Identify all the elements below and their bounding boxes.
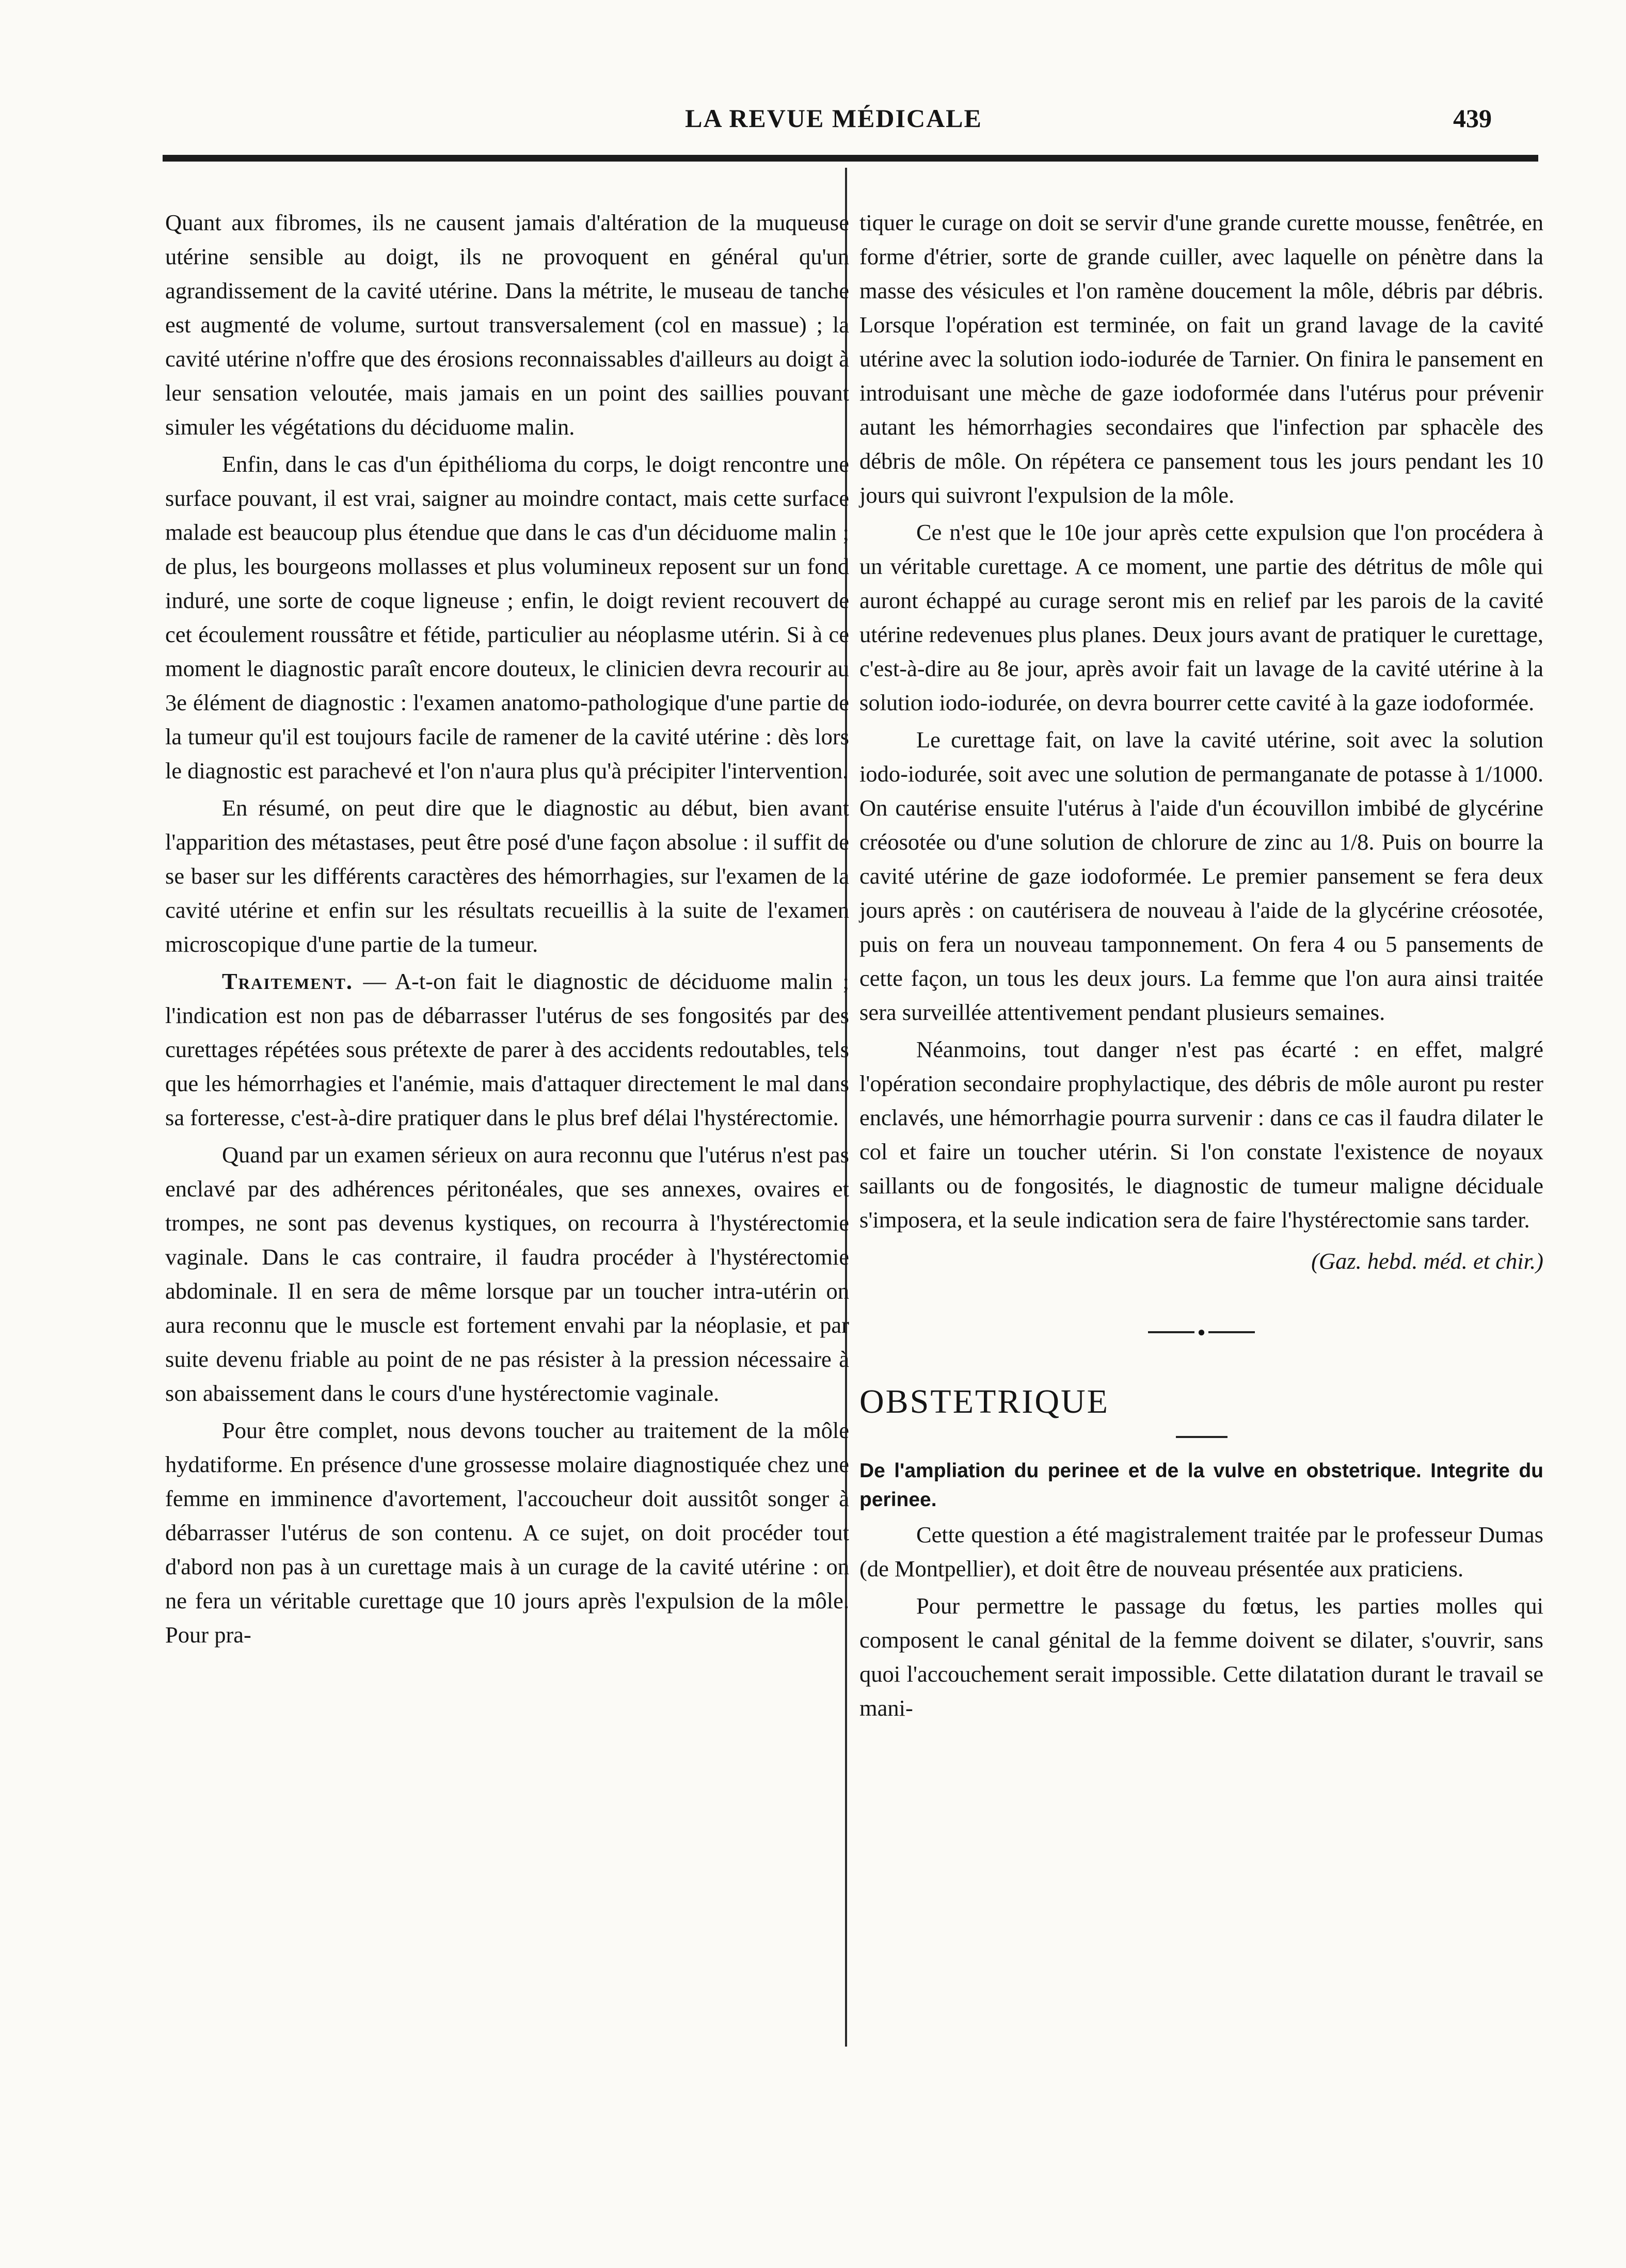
ornament-line	[1148, 1331, 1194, 1333]
section-heading: OBSTETRIQUE	[859, 1383, 1109, 1420]
paragraph: tiquer le curage on doit se servir d'une grande curette mousse, fenêtrée, en forme d'étrier, sorte de grande cuiller, avec laquelle on pénètre dans la masse des vésicules et l'on ramène doucement la môle, débris par débris. Lorsque l'opération est terminée, on fait un grand lavage de la cavité utérine avec la solution iodo-iodurée de Tarnier. On finira le pansement en introduisant une mèche de gaze iodoformée dans l'utérus pour prévenir autant les hémorrhagies secondaires que l'infection par sphacèle des débris de môle. On répétera ce pansement tous les jours pendant les 10 jours qui suivront l'expulsion de la môle.	[859, 210, 1543, 508]
paragraph: Néanmoins, tout danger n'est pas écarté : en effet, malgré l'opération secondaire prophylactique, des débris de môle auront pu rester enclavés, une hémorrhagie pourra survenir : dans ce cas il faudra dilater le col et faire un toucher utérin. Si l'on constate l'existence de noyaux saillants ou de fongosités, le diagnostic de tumeur maligne déciduale s'imposera, et la seule indication sera de faire l'hystérectomie sans tarder.	[859, 1036, 1543, 1233]
paragraph: Enfin, dans le cas d'un épithélioma du corps, le doigt rencontre une surface pouvant, il est vrai, saigner au moindre contact, mais cette surface malade est beaucoup plus étendue que dans le cas d'un déciduome malin ; de plus, les bourgeons mollasses et plus volumineux reposent sur un fond induré, une sorte de coque ligneuse ; enfin, le doigt revient recouvert de cet écoulement roussâtre et fétide, particulier au néoplasme utérin. Si à ce moment le diagnostic paraît encore douteux, le clinicien devra recourir au 3e élément de diagnostic : l'examen anatomo-pathologique d'une partie de la tumeur qu'il est toujours facile de ramener de la cavité utérine : dès lors le diagnostic est parachevé et l'on n'aura plus qu'à précipiter l'intervention.	[165, 451, 849, 784]
right-column	[859, 205, 1543, 1725]
paragraph: Quant aux fibromes, ils ne causent jamais d'altération de la muqueuse utérine sensible au doigt, ils ne provoquent en général qu'un agrandissement de la cavité utérine. Dans la métrite, le museau de tanche est augmenté de volume, surtout transversalement (col en massue) ; la cavité utérine n'offre que des érosions reconnaissables d'ailleurs au doigt à leur sensation veloutée, mais jamais en un point des saillies pouvant simuler les végétations du déciduome malin.	[165, 210, 849, 440]
section-label: Traitement.	[222, 968, 353, 994]
header-rule	[163, 155, 1538, 162]
ornament-dot: ●	[1197, 1324, 1206, 1339]
paragraph: Ce n'est que le 10e jour après cette expulsion que l'on procédera à un véritable curettage. A ce moment, une partie des détritus de môle qui auront échappé au curage seront mis en relief par les parois de la cavité utérine redevenues plus planes. Deux jours avant de pratiquer le curettage, c'est-à-dire au 8e jour, après avoir fait un lavage de la cavité utérine à la solution iodo-iodurée, on devra bourrer cette cavité à la gaze iodoformée.	[859, 519, 1543, 715]
paragraph: En résumé, on peut dire que le diagnostic au début, bien avant l'apparition des métastases, peut être posé d'une façon absolue : il suffit de se baser sur les différents caractères des hémorrhagies, sur l'examen de la cavité utérine et enfin sur les résultats recueillis à la suite de l'examen microscopique d'une partie de la tumeur.	[165, 795, 849, 957]
paragraph: Quand par un examen sérieux on aura reconnu que l'utérus n'est pas enclavé par des adhérences péritonéales, que ses annexes, ovaires et trompes, ne sont pas devenus kystiques, on recourra à l'hystérectomie vaginale. Dans le cas contraire, il faudra procéder à l'hystérectomie abdominale. Il en sera de même lorsque par un toucher intra-utérin on aura reconnu que le muscle est fortement envahi par la néoplasie, et par suite devenu friable au point de ne pas résister à la pression nécessaire à son abaissement dans le cours d'une hystérectomie vaginale.	[165, 1142, 849, 1406]
running-head-title: LA REVUE MÉDICALE	[685, 104, 982, 133]
heading-rule	[1176, 1436, 1228, 1438]
paragraph-text: — A-t-on fait le diagnostic de déciduome malin ; l'indication est non pas de débarrasser l'utérus de ses fongosités par des curettages répétées sous prétexte de parer à des accidents redoutables, tels que les hémorrhagies et l'anémie, mais d'attaquer directement le mal dans sa forteresse, c'est-à-dire pratiquer dans le plus bref délai l'hystérectomie.	[165, 968, 849, 1130]
source-citation: (Gaz. hebd. méd. et chir.)	[1311, 1248, 1543, 1274]
paragraph: Le curettage fait, on lave la cavité utérine, soit avec la solution iodo-iodurée, soit avec une solution de permanganate de potasse à 1/1000. On cautérise ensuite l'utérus à l'aide d'un écouvillon imbibé de glycérine créosotée ou d'une solution de chlorure de zinc au 1/8. Puis on bourre la cavité utérine de gaze iodoformée. Le premier pansement se fera deux jours après : on cautérisera de nouveau à l'aide de la glycérine créosotée, puis on fera un nouveau tamponnement. On fera 4 ou 5 pansements de cette façon, un tous les deux jours. La femme que l'on aura ainsi traitée sera surveillée attentivement pendant plusieurs semaines.	[859, 727, 1543, 1025]
article-subheading: De l'ampliation du perinee et de la vulve en obstetrique. Integrite du perinee.	[859, 1460, 1543, 1511]
left-column	[165, 205, 849, 1652]
ornament-line	[1208, 1331, 1255, 1333]
section-ornament	[859, 1324, 1543, 1340]
paragraph: Pour permettre le passage du fœtus, les parties molles qui composent le canal génital de la femme doivent se dilater, s'ouvrir, sans quoi l'accouchement serait impossible. Cette dilatation durant le travail se mani-	[859, 1593, 1543, 1721]
paragraph: Cette question a été magistralement traitée par le professeur Dumas (de Montpellier), et doit être de nouveau présentée aux praticiens.	[859, 1522, 1543, 1582]
page-number: 439	[1453, 104, 1492, 133]
paragraph: Pour être complet, nous devons toucher au traitement de la môle hydatiforme. En présence d'une grossesse molaire diagnostiquée chez une femme en imminence d'avortement, l'accoucheur doit aussitôt songer à débarrasser l'utérus de son contenu. A ce sujet, on doit procéder tout d'abord non pas à un curettage mais à un curage de la cavité utérine : on ne fera un véritable curettage que 10 jours après l'expulsion de la môle. Pour pra-	[165, 1417, 849, 1648]
paragraph-treatment	[165, 964, 849, 1135]
